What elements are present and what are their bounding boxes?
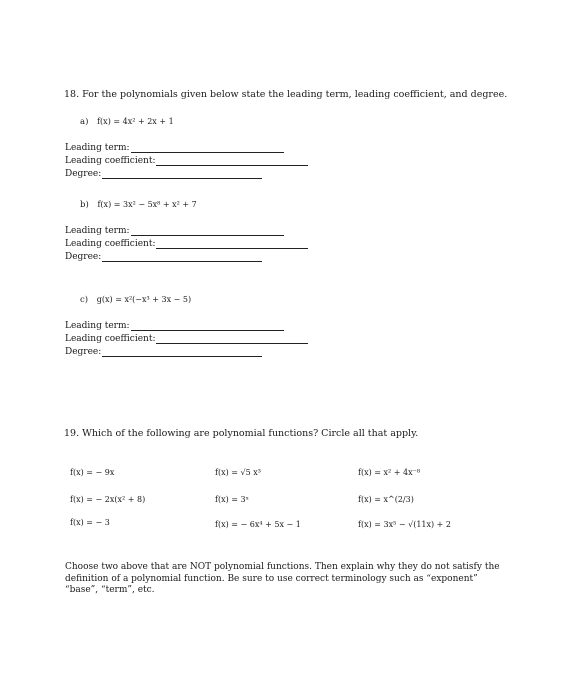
q18b-degree-field[interactable] <box>65 252 262 262</box>
q18-part-c <box>80 295 191 305</box>
degree-label: Degree: <box>65 347 102 357</box>
q18-part-a-label: a) <box>80 117 89 127</box>
q18-part-c-expression: g(x) = x²(−x³ + 3x − 5) <box>96 295 192 304</box>
leading-term-label: Leading term: <box>65 143 130 153</box>
question-19-heading: 19. Which of the following are polynomial functions? Circle all that apply. <box>64 428 419 439</box>
answer-blank[interactable] <box>102 253 262 262</box>
q18-part-b-label: b) <box>80 200 89 210</box>
function-option[interactable]: f(x) = − 9x <box>70 468 115 477</box>
q18-part-b <box>80 200 197 210</box>
answer-blank[interactable] <box>131 144 284 153</box>
degree-label: Degree: <box>65 169 102 179</box>
leading-term-label: Leading term: <box>65 321 130 331</box>
function-option[interactable]: f(x) = − 3 <box>70 518 110 527</box>
leading-term-label: Leading term: <box>65 226 130 236</box>
leading-coefficient-label: Leading coefficient: <box>65 239 156 249</box>
answer-blank[interactable] <box>156 335 308 344</box>
function-option[interactable]: f(x) = x^(2/3) <box>358 495 414 504</box>
answer-blank[interactable] <box>102 348 262 357</box>
q18b-leading-term-field[interactable] <box>65 226 284 236</box>
answer-blank[interactable] <box>131 227 284 236</box>
q18c-degree-field[interactable] <box>65 347 262 357</box>
q18-part-c-label: c) <box>80 295 89 305</box>
function-option[interactable]: f(x) = 3ˣ <box>215 495 249 504</box>
answer-blank[interactable] <box>102 170 262 179</box>
q18-part-a-expression: f(x) = 4x² + 2x + 1 <box>97 117 174 126</box>
function-option[interactable]: f(x) = 3x⁵ − √(11x) + 2 <box>358 520 452 529</box>
function-option[interactable]: f(x) = − 6x⁴ + 5x − 1 <box>215 520 301 529</box>
q18c-leading-term-field[interactable] <box>65 321 284 331</box>
leading-coefficient-label: Leading coefficient: <box>65 156 156 166</box>
q18b-leading-coefficient-field[interactable] <box>65 239 308 249</box>
question-18-heading: 18. For the polynomials given below state the leading term, leading coefficient, and degree. <box>64 89 508 100</box>
q18c-leading-coefficient-field[interactable] <box>65 334 308 344</box>
degree-label: Degree: <box>65 252 102 262</box>
leading-coefficient-label: Leading coefficient: <box>65 334 156 344</box>
q18-part-b-expression: f(x) = 3x² − 5x⁸ + x² + 7 <box>97 200 197 209</box>
answer-blank[interactable] <box>131 322 284 331</box>
q18-part-a <box>80 117 174 127</box>
function-option[interactable]: f(x) = − 2x(x² + 8) <box>70 495 146 504</box>
q19-instructions: Choose two above that are NOT polynomial functions. Then explain why they do not satisfy the definition of a polynomial function. Be sure to use correct terminology such as “exponent” “base”, “term”, etc. <box>65 562 500 595</box>
answer-blank[interactable] <box>156 240 308 249</box>
function-option[interactable]: f(x) = √5 x³ <box>215 468 261 477</box>
q18a-leading-coefficient-field[interactable] <box>65 156 308 166</box>
q18a-leading-term-field[interactable] <box>65 143 284 153</box>
answer-blank[interactable] <box>156 157 308 166</box>
function-option[interactable]: f(x) = x² + 4x⁻⁸ <box>358 468 421 477</box>
q18a-degree-field[interactable] <box>65 169 262 179</box>
